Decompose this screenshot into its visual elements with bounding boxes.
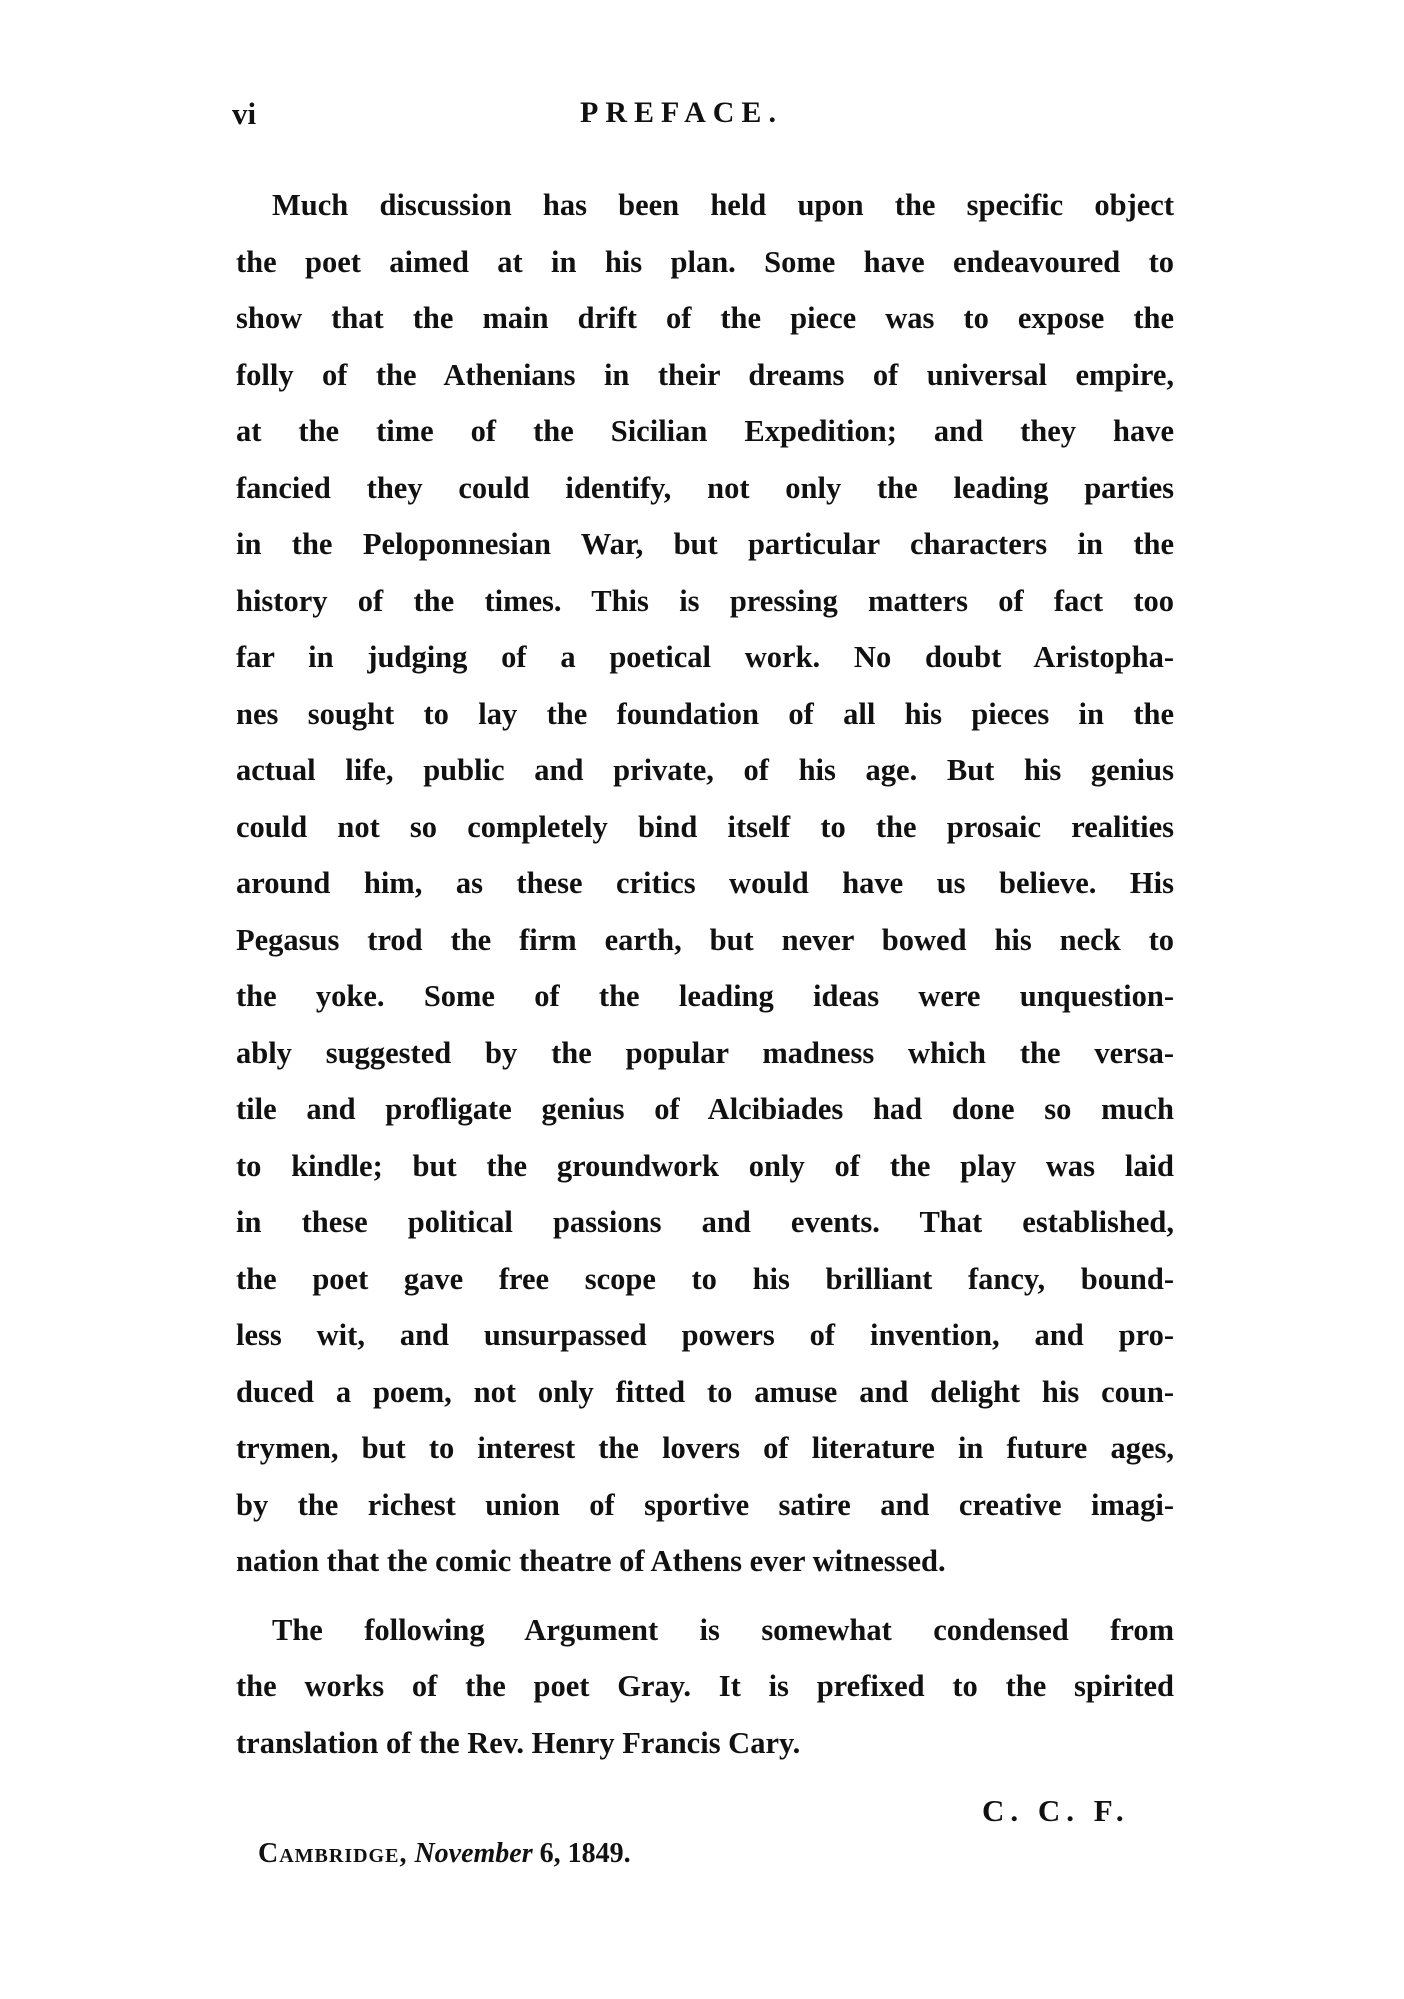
text-line: the poet gave free scope to his brilliant fancy, bound- [236, 1261, 1174, 1296]
dateline-day-year: 6, 1849. [539, 1838, 631, 1869]
running-head [232, 96, 1178, 144]
text-line: could not so completely bind itself to the prosaic realities [236, 809, 1174, 844]
preface-text [236, 177, 1174, 1771]
text-line: at the time of the Sicilian Expedition; and they have [236, 414, 1174, 448]
text-line: less wit, and unsurpassed powers of invention, and pro- [236, 1318, 1174, 1352]
paragraph-gap [236, 1590, 1174, 1602]
text-line: folly of the Athenians in their dreams of universal empire, [236, 357, 1174, 392]
text-line: ably suggested by the popular madness which the versa- [236, 1035, 1174, 1070]
text-line: tile and profligate genius of Alcibiades had done so much [236, 1092, 1174, 1126]
dateline-place: Cambridge, [258, 1838, 408, 1869]
text-line: history of the times. This is pressing matters of fact too [236, 583, 1174, 618]
text-line: actual life, public and private, of his age. But his genius [236, 753, 1174, 787]
text-line: The following Argument is somewhat condensed from [272, 1612, 1174, 1647]
text-line: duced a poem, not only fitted to amuse and delight his coun- [236, 1374, 1174, 1409]
text-line: by the richest union of sportive satire and creative imagi- [236, 1487, 1174, 1522]
text-line: the works of the poet Gray. It is prefixed to the spirited [236, 1669, 1174, 1703]
text-line: around him, as these critics would have us believe. His [236, 866, 1174, 900]
text-line: show that the main drift of the piece was to expose the [236, 301, 1174, 335]
running-title: PREFACE. [580, 96, 783, 129]
text-line: nation that the comic theatre of Athens ever witnessed. [236, 1544, 946, 1578]
text-line: far in judging of a poetical work. No doubt Aristopha- [236, 640, 1174, 674]
text-line: trymen, but to interest the lovers of literature in future ages, [236, 1431, 1174, 1465]
text-line: in the Peloponnesian War, but particular characters in the [236, 527, 1174, 561]
text-line: Pegasus trod the firm earth, but never bowed his neck to [236, 922, 1174, 957]
text-line: Much discussion has been held upon the specific object [272, 188, 1174, 222]
text-line: to kindle; but the groundwork only of the play was laid [236, 1148, 1174, 1183]
author-initials: C. C. F. [982, 1793, 1130, 1828]
text-line: nes sought to lay the foundation of all his pieces in the [236, 696, 1174, 731]
text-line: translation of the Rev. Henry Francis Cary. [236, 1725, 801, 1760]
text-line: the poet aimed at in his plan. Some have endeavoured to [236, 244, 1174, 279]
text-line: fancied they could identify, not only the leading parties [236, 470, 1174, 505]
page-number: vi [232, 96, 257, 131]
dateline [258, 1838, 631, 1870]
text-line: in these political passions and events. That established, [236, 1205, 1174, 1239]
text-line: the yoke. Some of the leading ideas were unquestion- [236, 979, 1174, 1013]
dateline-month: November [414, 1838, 533, 1869]
